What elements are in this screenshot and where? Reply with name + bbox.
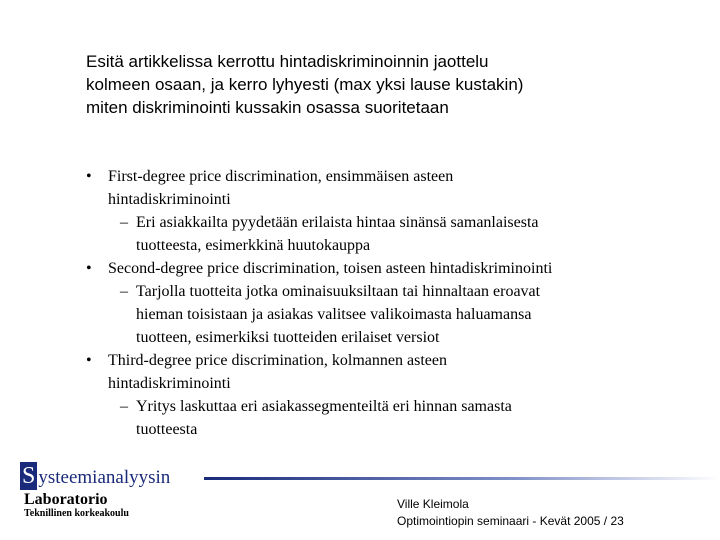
footer-info [397,496,624,530]
bullet-text: hintadiskriminointi [108,375,231,392]
sub-text: hieman toisistaan ja asiakas valitsee valikoimasta haluamansa [136,306,532,323]
bullet-symbol: • [86,352,92,369]
sub-text: Yritys laskuttaa eri asiakassegmenteiltä eri hinnan samasta [136,398,512,415]
title-line: Esitä artikkelissa kerrottu hintadiskriminoinnin jaottelu [86,52,489,71]
logo-initial: S [22,463,36,489]
footer-event: Optimointiopin seminaari - Kevät 2005 / 23 [397,514,624,528]
logo-name: ysteemianalyysin [38,467,171,488]
sub-text: tuotteen, esimerkiksi tuotteiden erilaiset versiot [136,329,440,346]
logo-laboratorio: Laboratorio [24,491,108,508]
sub-text: Tarjolla tuotteita jotka ominaisuuksiltaan tai hinnaltaan eroavat [136,283,541,300]
dash-symbol: – [120,214,128,231]
sub-text: tuotteesta [136,421,198,438]
sub-item [86,211,686,257]
sub-item [86,280,686,349]
sub-item [86,395,686,441]
logo-divider [204,477,720,480]
sub-text: Eri asiakkailta pyydetään erilaista hintaa sinänsä samanlaisesta [136,214,539,231]
sub-text: tuotteesta, esimerkkinä huutokauppa [136,237,371,254]
bullet-item-first-degree [86,165,686,211]
bullet-item-third-degree [86,349,686,395]
bullet-list [86,165,686,441]
bullet-text: First-degree price discrimination, ensimmäisen asteen [108,168,454,185]
title-line: miten diskriminointi kussakin osassa suoritetaan [86,98,449,117]
lab-logo [20,462,170,490]
slide-title [86,50,686,119]
bullet-symbol: • [86,168,92,185]
footer-author: Ville Kleimola [397,497,469,511]
bullet-symbol: • [86,260,92,277]
bullet-text: hintadiskriminointi [108,191,231,208]
bullet-text: Third-degree price discrimination, kolmannen asteen [108,352,447,369]
dash-symbol: – [120,398,128,415]
logo-university: Teknillinen korkeakoulu [24,508,129,519]
title-line: kolmeen osaan, ja kerro lyhyesti (max yksi lause kustakin) [86,75,524,94]
bullet-text: Second-degree price discrimination, toisen asteen hintadiskriminointi [108,260,553,277]
bullet-item-second-degree [86,257,686,280]
dash-symbol: – [120,283,128,300]
logo-wordmark [20,462,170,490]
